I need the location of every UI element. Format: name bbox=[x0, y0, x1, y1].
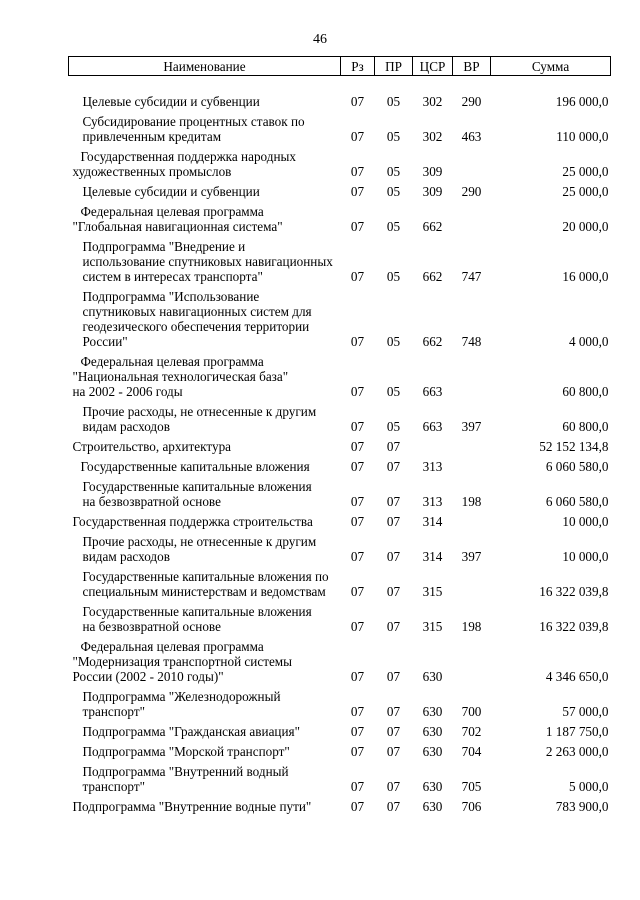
row-name: Подпрограмма "Использование спутниковых навигационных систем для геодезического обеспечения территории России" bbox=[82, 289, 312, 349]
row-csr: 314 bbox=[422, 549, 443, 564]
row-name: Государственная поддержка народных художественных промыслов bbox=[72, 149, 296, 179]
row-csr: 630 bbox=[422, 669, 443, 684]
row-csr: 630 bbox=[422, 724, 443, 739]
row-pr: 05 bbox=[386, 184, 401, 199]
row-name: Подпрограмма "Гражданская авиация" bbox=[82, 724, 300, 739]
row-rz: 07 bbox=[350, 494, 365, 509]
row-rz: 07 bbox=[350, 164, 365, 179]
header-sum: Сумма bbox=[491, 57, 611, 76]
row-rz: 07 bbox=[350, 514, 365, 529]
row-rz: 07 bbox=[350, 459, 365, 474]
row-vr: 748 bbox=[461, 334, 482, 349]
row-csr: 315 bbox=[422, 619, 443, 634]
row-rz: 07 bbox=[350, 704, 365, 719]
table-row bbox=[69, 689, 611, 724]
row-sum: 20 000,0 bbox=[562, 219, 609, 234]
header-pr: ПР bbox=[375, 57, 413, 76]
row-name: Подпрограмма "Внедрение и использование спутниковых навигационных систем в интересах транспорта" bbox=[82, 239, 333, 284]
row-pr: 07 bbox=[386, 514, 401, 529]
row-rz: 07 bbox=[350, 549, 365, 564]
table-row bbox=[69, 514, 611, 534]
row-pr: 05 bbox=[386, 269, 401, 284]
row-csr: 314 bbox=[422, 514, 443, 529]
row-pr: 05 bbox=[386, 219, 401, 234]
row-name: Подпрограмма "Морской транспорт" bbox=[82, 744, 290, 759]
row-rz: 07 bbox=[350, 724, 365, 739]
row-csr: 309 bbox=[422, 184, 443, 199]
row-name: Федеральная целевая программа "Национальная технологическая база" на 2002 - 2006 годы bbox=[72, 354, 289, 399]
row-pr: 07 bbox=[386, 744, 401, 759]
row-vr: 290 bbox=[461, 94, 482, 109]
row-pr: 05 bbox=[386, 419, 401, 434]
row-csr: 315 bbox=[422, 584, 443, 599]
row-sum: 25 000,0 bbox=[562, 164, 609, 179]
row-pr: 05 bbox=[386, 94, 401, 109]
row-rz: 07 bbox=[350, 384, 365, 399]
row-sum: 16 322 039,8 bbox=[539, 584, 609, 599]
row-name: Государственные капитальные вложения на безвозвратной основе bbox=[82, 479, 312, 509]
row-rz: 07 bbox=[350, 419, 365, 434]
row-vr: 706 bbox=[461, 799, 482, 814]
row-vr bbox=[453, 354, 491, 404]
table-row bbox=[69, 479, 611, 514]
row-rz: 07 bbox=[350, 334, 365, 349]
row-csr: 662 bbox=[422, 219, 443, 234]
row-sum: 110 000,0 bbox=[556, 129, 609, 144]
table-row bbox=[69, 459, 611, 479]
row-name: Прочие расходы, не отнесенные к другим видам расходов bbox=[82, 534, 317, 564]
row-pr: 07 bbox=[386, 459, 401, 474]
row-csr: 630 bbox=[422, 799, 443, 814]
row-csr: 662 bbox=[422, 269, 443, 284]
row-csr: 302 bbox=[422, 129, 443, 144]
header-vr: ВР bbox=[453, 57, 491, 76]
row-pr: 07 bbox=[386, 724, 401, 739]
row-pr: 07 bbox=[386, 669, 401, 684]
row-name: Подпрограмма "Внутренний водный транспорт" bbox=[82, 764, 289, 794]
row-vr bbox=[453, 514, 491, 534]
row-pr: 05 bbox=[386, 384, 401, 399]
row-vr: 700 bbox=[461, 704, 482, 719]
row-name: Государственные капитальные вложения на безвозвратной основе bbox=[82, 604, 312, 634]
row-sum: 6 060 580,0 bbox=[545, 494, 609, 509]
header-rz: Рз bbox=[341, 57, 375, 76]
row-name: Целевые субсидии и субвенции bbox=[82, 184, 260, 199]
row-vr: 747 bbox=[461, 269, 482, 284]
row-pr: 07 bbox=[386, 704, 401, 719]
row-name: Государственная поддержка строительства bbox=[72, 514, 313, 529]
row-vr: 704 bbox=[461, 744, 482, 759]
row-name: Государственные капитальные вложения по специальным министерствам и ведомствам bbox=[82, 569, 329, 599]
row-pr: 07 bbox=[386, 779, 401, 794]
row-name: Федеральная целевая программа "Модернизация транспортной системы России (2002 - 2010 годы)" bbox=[72, 639, 293, 684]
row-csr: 309 bbox=[422, 164, 443, 179]
row-sum: 16 000,0 bbox=[562, 269, 609, 284]
row-vr bbox=[453, 439, 491, 459]
table-row bbox=[69, 76, 611, 115]
row-pr: 05 bbox=[386, 334, 401, 349]
row-sum: 60 800,0 bbox=[562, 419, 609, 434]
row-csr: 630 bbox=[422, 744, 443, 759]
row-vr: 705 bbox=[461, 779, 482, 794]
row-sum: 16 322 039,8 bbox=[539, 619, 609, 634]
row-vr bbox=[453, 639, 491, 689]
table-row bbox=[69, 289, 611, 354]
table-row bbox=[69, 354, 611, 404]
row-pr: 07 bbox=[386, 584, 401, 599]
row-rz: 07 bbox=[350, 94, 365, 109]
row-csr: 663 bbox=[422, 419, 443, 434]
row-csr: 630 bbox=[422, 704, 443, 719]
table-row bbox=[69, 639, 611, 689]
row-rz: 07 bbox=[350, 219, 365, 234]
row-sum: 2 263 000,0 bbox=[545, 744, 609, 759]
row-name: Прочие расходы, не отнесенные к другим видам расходов bbox=[82, 404, 317, 434]
table-row bbox=[69, 239, 611, 289]
row-csr: 630 bbox=[422, 779, 443, 794]
row-csr: 662 bbox=[422, 334, 443, 349]
row-rz: 07 bbox=[350, 744, 365, 759]
table-row bbox=[69, 114, 611, 149]
row-pr: 05 bbox=[386, 129, 401, 144]
row-vr: 397 bbox=[461, 419, 482, 434]
row-csr: 302 bbox=[422, 94, 443, 109]
row-rz: 07 bbox=[350, 439, 365, 454]
row-name: Государственные капитальные вложения bbox=[80, 459, 310, 474]
table-row bbox=[69, 534, 611, 569]
row-rz: 07 bbox=[350, 669, 365, 684]
row-sum: 52 152 134,8 bbox=[539, 439, 609, 454]
table-row bbox=[69, 149, 611, 184]
row-sum: 1 187 750,0 bbox=[545, 724, 609, 739]
page-number: 46 bbox=[313, 32, 327, 47]
row-sum: 783 900,0 bbox=[555, 799, 609, 814]
row-sum: 60 800,0 bbox=[562, 384, 609, 399]
row-rz: 07 bbox=[350, 779, 365, 794]
row-vr: 290 bbox=[461, 184, 482, 199]
table-row bbox=[69, 604, 611, 639]
header-csr: ЦСР bbox=[413, 57, 453, 76]
table-row bbox=[69, 799, 611, 819]
row-sum: 25 000,0 bbox=[562, 184, 609, 199]
row-name: Целевые субсидии и субвенции bbox=[82, 94, 260, 109]
row-rz: 07 bbox=[350, 184, 365, 199]
row-name: Подпрограмма "Железнодорожный транспорт" bbox=[82, 689, 281, 719]
budget-table bbox=[68, 56, 611, 819]
row-vr: 198 bbox=[461, 494, 482, 509]
table-row bbox=[69, 764, 611, 799]
table-row bbox=[69, 744, 611, 764]
row-name: Строительство, архитектура bbox=[72, 439, 232, 454]
row-sum: 5 000,0 bbox=[568, 779, 609, 794]
row-vr bbox=[453, 204, 491, 239]
table-row bbox=[69, 184, 611, 204]
row-vr: 397 bbox=[461, 549, 482, 564]
row-sum: 4 346 650,0 bbox=[545, 669, 609, 684]
row-vr: 463 bbox=[461, 129, 482, 144]
table-row bbox=[69, 724, 611, 744]
row-pr: 07 bbox=[386, 799, 401, 814]
row-vr: 702 bbox=[461, 724, 482, 739]
row-vr: 198 bbox=[461, 619, 482, 634]
table-row bbox=[69, 404, 611, 439]
row-sum: 10 000,0 bbox=[562, 549, 609, 564]
table-row bbox=[69, 439, 611, 459]
row-name: Субсидирование процентных ставок по привлеченным кредитам bbox=[82, 114, 305, 144]
row-name: Федеральная целевая программа "Глобальная навигационная система" bbox=[72, 204, 283, 234]
row-vr bbox=[453, 569, 491, 604]
row-rz: 07 bbox=[350, 799, 365, 814]
header-name: Наименование bbox=[69, 57, 341, 76]
row-sum: 4 000,0 bbox=[568, 334, 609, 349]
row-csr: 313 bbox=[422, 494, 443, 509]
row-vr bbox=[453, 149, 491, 184]
table-row bbox=[69, 569, 611, 604]
row-sum: 196 000,0 bbox=[555, 94, 609, 109]
row-rz: 07 bbox=[350, 619, 365, 634]
row-csr: 313 bbox=[422, 459, 443, 474]
row-sum: 57 000,0 bbox=[562, 704, 609, 719]
row-rz: 07 bbox=[350, 584, 365, 599]
row-pr: 05 bbox=[386, 164, 401, 179]
table-row bbox=[69, 204, 611, 239]
row-pr: 07 bbox=[386, 439, 401, 454]
table-header-row bbox=[69, 57, 611, 76]
row-pr: 07 bbox=[386, 549, 401, 564]
row-csr bbox=[413, 439, 453, 459]
row-rz: 07 bbox=[350, 129, 365, 144]
row-rz: 07 bbox=[350, 269, 365, 284]
row-sum: 10 000,0 bbox=[562, 514, 609, 529]
row-csr: 663 bbox=[422, 384, 443, 399]
row-pr: 07 bbox=[386, 494, 401, 509]
row-sum: 6 060 580,0 bbox=[545, 459, 609, 474]
row-name: Подпрограмма "Внутренние водные пути" bbox=[72, 799, 312, 814]
table-body bbox=[69, 76, 611, 820]
row-vr bbox=[453, 459, 491, 479]
row-pr: 07 bbox=[386, 619, 401, 634]
